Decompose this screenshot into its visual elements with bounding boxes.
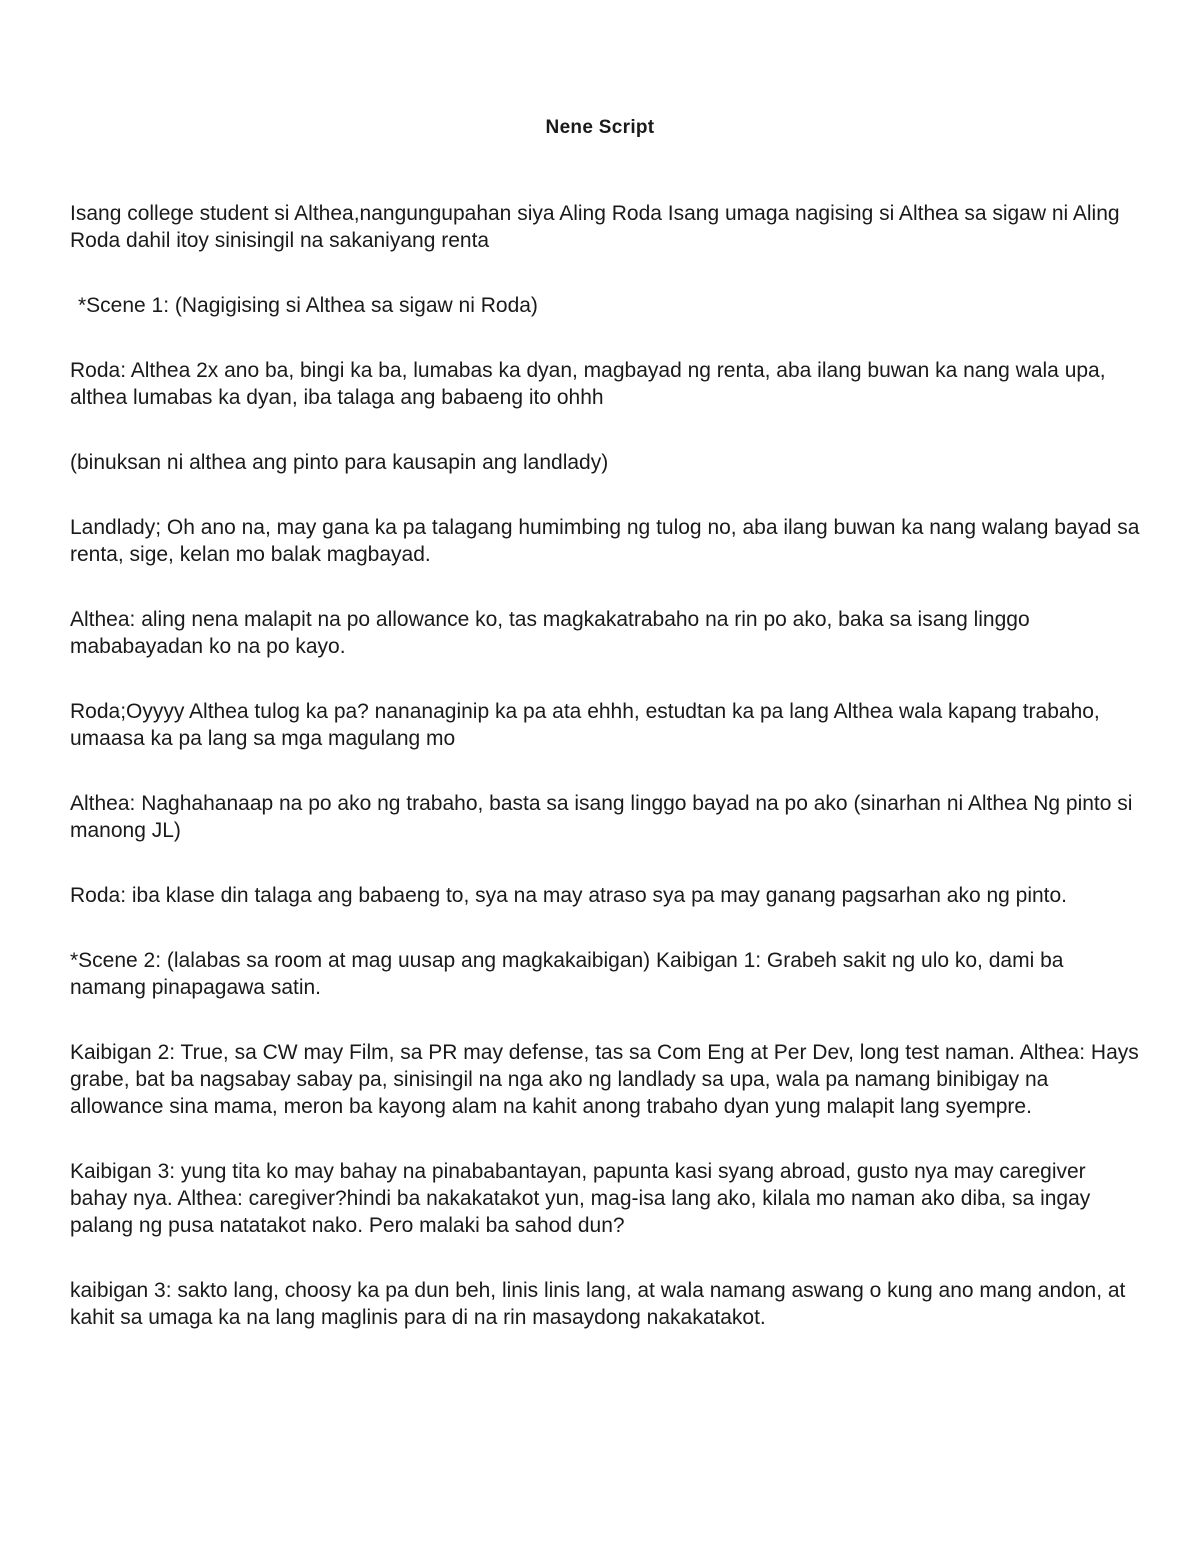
paragraph-intro: Isang college student si Althea,nangungupahan siya Aling Roda Isang umaga nagising si Althea sa sigaw ni Aling Roda dahil itoy sinisingil na sakaniyang renta — [70, 202, 1120, 252]
document-body — [70, 200, 1140, 1369]
paragraph-roda-line-2: Roda;Oyyyy Althea tulog ka pa? nananaginip ka pa ata ehhh, estudtan ka pa lang Althea wala kapang trabaho, umaasa ka pa lang sa mga magulang mo — [70, 700, 1100, 750]
paragraph-landlady-line: Landlady; Oh ano na, may gana ka pa talagang humimbing ng tulog no, aba ilang buwan ka nang walang bayad sa renta, sige, kelan mo balak magbayad. — [70, 516, 1140, 566]
paragraph-scene-1-heading: *Scene 1: (Nagigising si Althea sa sigaw ni Roda) — [78, 294, 538, 317]
paragraph-kaibigan-3: Kaibigan 3: yung tita ko may bahay na pinababantayan, papunta kasi syang abroad, gusto nya may caregiver bahay nya. Althea: caregiver?hindi ba nakakatakot yun, mag-isa lang ako, kilala mo naman ako diba, sa ingay palang ng pusa natatakot nako. Pero malaki ba sahod dun? — [70, 1160, 1091, 1237]
document-title: Nene Script — [545, 117, 655, 138]
paragraph-althea-line-1: Althea: aling nena malapit na po allowance ko, tas magkakatrabaho na rin po ako, baka sa isang linggo mababayadan ko na po kayo. — [70, 608, 1030, 658]
paragraph-kaibigan-2: Kaibigan 2: True, sa CW may Film, sa PR may defense, tas sa Com Eng at Per Dev, long test naman. Althea: Hays grabe, bat ba nagsabay sabay pa, sinisingil na nga ako ng landlady sa upa, wala pa namang binibigay na allowance sina mama, meron ba kayong alam na kahit anong trabaho dyan yung malapit lang syempre. — [70, 1041, 1139, 1118]
paragraph-scene-2: *Scene 2: (lalabas sa room at mag uusap ang magkakaibigan) Kaibigan 1: Grabeh sakit ng ulo ko, dami ba namang pinapagawa satin. — [70, 949, 1064, 999]
paragraph-roda-line-1: Roda: Althea 2x ano ba, bingi ka ba, lumabas ka dyan, magbayad ng renta, aba ilang buwan ka nang wala upa, althea lumabas ka dyan, iba talaga ang babaeng ito ohhh — [70, 359, 1106, 409]
paragraph-kaibigan-3-reply: kaibigan 3: sakto lang, choosy ka pa dun beh, linis linis lang, at wala namang aswang o kung ano mang andon, at kahit sa umaga ka na lang maglinis para di na rin masaydong nakakatakot. — [70, 1279, 1126, 1329]
paragraph-althea-line-2: Althea: Naghahanaap na po ako ng trabaho, basta sa isang linggo bayad na po ako (sinarhan ni Althea Ng pinto si manong JL) — [70, 792, 1133, 842]
paragraph-roda-line-3: Roda: iba klase din talaga ang babaeng to, sya na may atraso sya pa may ganang pagsarhan ako ng pinto. — [70, 884, 1068, 907]
paragraph-stage-direction: (binuksan ni althea ang pinto para kausapin ang landlady) — [70, 451, 609, 474]
